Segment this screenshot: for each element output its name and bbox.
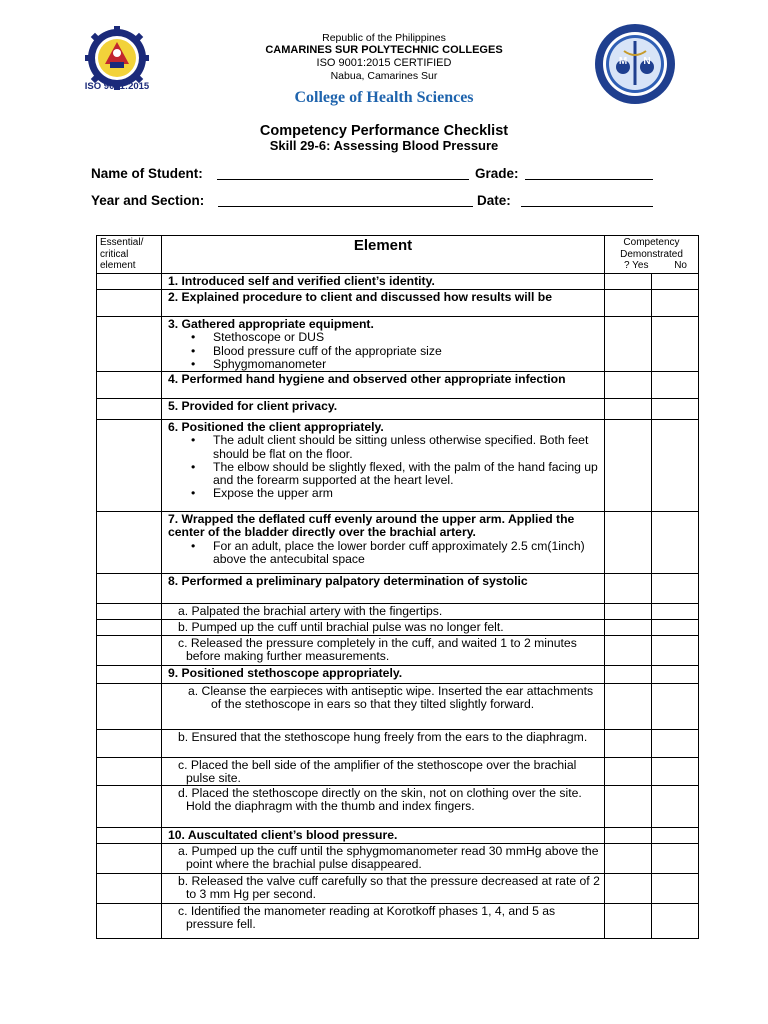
sub-step-text: a. Cleanse the earpieces with antiseptic wipe. Inserted the ear attachments of the stethoscope in ears so that they tilted slightly forward. (188, 684, 594, 712)
no-checkbox-cell[interactable] (652, 874, 699, 904)
critical-element-cell[interactable] (97, 372, 162, 399)
element-cell (162, 274, 605, 290)
yes-checkbox-cell[interactable] (605, 730, 652, 758)
competency-header-line: Demonstrated (620, 248, 683, 260)
step-heading: 5. Provided for client privacy. (168, 399, 338, 413)
critical-element-cell[interactable] (97, 399, 162, 420)
yes-checkbox-cell[interactable] (605, 512, 652, 574)
student-name-label: Name of Student: (91, 166, 203, 181)
bullet-item: • The adult client should be sitting unless otherwise specified. Both feet should be flat on the floor. (213, 434, 600, 461)
no-checkbox-cell[interactable] (652, 317, 699, 372)
element-cell (162, 758, 605, 786)
no-checkbox-cell[interactable] (652, 684, 699, 730)
no-checkbox-cell[interactable] (652, 844, 699, 874)
competency-column-header (605, 236, 699, 274)
republic-line: Republic of the Philippines (322, 32, 446, 44)
element-content (162, 828, 604, 843)
element-cell (162, 620, 605, 636)
bullet-item: • The elbow should be slightly flexed, with the palm of the hand facing up and the forearm supported at the heart level. (213, 461, 600, 488)
checklist-row (97, 684, 699, 730)
element-content (162, 604, 604, 619)
yes-column-label: ? Yes (624, 260, 649, 271)
no-checkbox-cell[interactable] (652, 604, 699, 620)
element-content (162, 758, 604, 785)
step-heading: 4. Performed hand hygiene and observed other appropriate infection (168, 372, 566, 386)
critical-column-header (97, 236, 162, 274)
element-content (162, 874, 604, 903)
sub-step-text: b. Released the valve cuff carefully so that the pressure decreased at rate of 2 to 3 mm Hg per second. (178, 874, 600, 902)
no-checkbox-cell[interactable] (652, 420, 699, 512)
step-heading: 10. Auscultated client’s blood pressure. (168, 828, 398, 842)
critical-element-cell[interactable] (97, 828, 162, 844)
element-cell (162, 604, 605, 620)
sub-step-text: a. Pumped up the cuff until the sphygmomanometer read 30 mmHg above the point where the brachial pulse disappeared. (178, 844, 599, 872)
sub-step-text: a. Palpated the brachial artery with the fingertips. (178, 604, 443, 618)
step-heading: 2. Explained procedure to client and discussed how results will be (168, 290, 553, 304)
bullet-item: • Stethoscope or DUS (213, 331, 600, 344)
element-content (162, 574, 604, 603)
grade-field[interactable] (525, 179, 653, 180)
no-checkbox-cell[interactable] (652, 290, 699, 317)
element-cell (162, 636, 605, 666)
yes-checkbox-cell[interactable] (605, 636, 652, 666)
skill-subtitle: Skill 29-6: Assessing Blood Pressure (269, 138, 499, 153)
critical-element-cell[interactable] (97, 684, 162, 730)
element-content (162, 512, 604, 573)
seal-letter-m: M (618, 56, 628, 67)
element-content (162, 786, 604, 827)
step-heading: 8. Performed a preliminary palpatory determination of systolic (168, 574, 528, 588)
date-field[interactable] (521, 206, 653, 207)
no-checkbox-cell[interactable] (652, 758, 699, 786)
critical-element-cell[interactable] (97, 730, 162, 758)
no-column-label: No (674, 260, 687, 271)
critical-element-cell[interactable] (97, 604, 162, 620)
school-name: CAMARINES SUR POLYTECHNIC COLLEGES (265, 44, 503, 56)
bullet-list (168, 434, 600, 500)
bullet-item: • Sphygmomanometer (213, 358, 600, 371)
checklist-row (97, 399, 699, 420)
no-checkbox-cell[interactable] (652, 730, 699, 758)
element-cell (162, 666, 605, 684)
date-label: Date: (477, 193, 511, 208)
checklist-row (97, 604, 699, 620)
critical-element-cell[interactable] (97, 420, 162, 512)
element-column-header (162, 236, 605, 274)
critical-element-cell[interactable] (97, 512, 162, 574)
year-section-field[interactable] (218, 206, 473, 207)
no-checkbox-cell[interactable] (652, 274, 699, 290)
yes-checkbox-cell[interactable] (605, 620, 652, 636)
no-checkbox-cell[interactable] (652, 399, 699, 420)
yes-checkbox-cell[interactable] (605, 420, 652, 512)
critical-header-line: Essential/ (100, 237, 144, 248)
sub-step-text: b. Pumped up the cuff until brachial pulse was no longer felt. (178, 620, 504, 634)
critical-element-cell[interactable] (97, 758, 162, 786)
critical-element-cell[interactable] (97, 620, 162, 636)
no-checkbox-cell[interactable] (652, 574, 699, 604)
yes-checkbox-cell[interactable] (605, 372, 652, 399)
critical-element-cell[interactable] (97, 636, 162, 666)
bullet-item: • Blood pressure cuff of the appropriate size (213, 345, 600, 358)
yes-checkbox-cell[interactable] (605, 904, 652, 939)
step-heading: 1. Introduced self and verified client’s identity. (168, 274, 435, 288)
checklist-row (97, 574, 699, 604)
yes-checkbox-cell[interactable] (605, 317, 652, 372)
element-cell (162, 684, 605, 730)
yes-checkbox-cell[interactable] (605, 828, 652, 844)
element-cell (162, 828, 605, 844)
yes-checkbox-cell[interactable] (605, 274, 652, 290)
student-name-field[interactable] (217, 179, 469, 180)
critical-header-line: critical (100, 248, 129, 260)
critical-element-cell[interactable] (97, 274, 162, 290)
yes-checkbox-cell[interactable] (605, 684, 652, 730)
element-content (162, 317, 604, 371)
sub-step-text: c. Released the pressure completely in the cuff, and waited 1 to 2 minutes before making further measurements. (178, 636, 577, 664)
checklist-table (96, 235, 699, 939)
critical-element-cell[interactable] (97, 844, 162, 874)
no-checkbox-cell[interactable] (652, 828, 699, 844)
checklist-row (97, 620, 699, 636)
no-checkbox-cell[interactable] (652, 786, 699, 828)
iso-certified: ISO 9001:2015 CERTIFIED (316, 57, 452, 69)
element-cell (162, 844, 605, 874)
sub-step-text: d. Placed the stethoscope directly on the skin, not on clothing over the site. Hold the diaphragm with the thumb and index fingers. (178, 786, 582, 814)
competency-header-line: Competency (623, 237, 680, 248)
element-cell (162, 420, 605, 512)
element-cell (162, 786, 605, 828)
school-address: Nabua, Camarines Sur (330, 70, 438, 82)
checklist-row (97, 636, 699, 666)
iso-caption: ISO 9001:2015 (84, 81, 150, 92)
element-cell (162, 290, 605, 317)
checklist-row (97, 274, 699, 290)
table-header-row (97, 236, 699, 274)
element-content (162, 844, 604, 873)
no-checkbox-cell[interactable] (652, 904, 699, 939)
year-section-label: Year and Section: (91, 193, 205, 208)
element-cell (162, 317, 605, 372)
no-checkbox-cell[interactable] (652, 372, 699, 399)
element-cell (162, 399, 605, 420)
seal-letter-n: N (643, 56, 651, 67)
sub-step-text: c. Placed the bell side of the amplifier of the stethoscope over the brachial pulse site. (178, 758, 577, 785)
element-content (162, 666, 604, 683)
yes-no-header (607, 260, 696, 272)
checklist-row (97, 844, 699, 874)
element-cell (162, 904, 605, 939)
step-heading: 3. Gathered appropriate equipment. (168, 317, 374, 331)
checklist-row (97, 904, 699, 939)
element-content (162, 904, 604, 938)
document-title: Competency Performance Checklist (259, 123, 509, 139)
element-content (162, 274, 604, 289)
element-cell (162, 512, 605, 574)
checklist-row (97, 666, 699, 684)
checklist-row (97, 290, 699, 317)
element-content (162, 290, 604, 316)
element-cell (162, 574, 605, 604)
checklist-row (97, 730, 699, 758)
no-checkbox-cell[interactable] (652, 636, 699, 666)
critical-element-cell[interactable] (97, 290, 162, 317)
step-heading: 7. Wrapped the deflated cuff evenly around the upper arm. Applied the center of the bladder directly over the brachial artery. (168, 512, 575, 540)
critical-element-cell[interactable] (97, 574, 162, 604)
step-heading: 6. Positioned the client appropriately. (168, 420, 384, 434)
checklist-row (97, 420, 699, 512)
critical-element-cell[interactable] (97, 666, 162, 684)
critical-header-line: element (100, 260, 136, 271)
critical-element-cell[interactable] (97, 317, 162, 372)
element-content (162, 420, 604, 511)
element-content (162, 372, 604, 398)
bullet-list (168, 540, 600, 567)
checklist-row (97, 786, 699, 828)
element-content (162, 636, 604, 665)
yes-checkbox-cell[interactable] (605, 758, 652, 786)
no-checkbox-cell[interactable] (652, 620, 699, 636)
sub-step-text: c. Identified the manometer reading at Korotkoff phases 1, 4, and 5 as pressure fell. (178, 904, 556, 932)
yes-checkbox-cell[interactable] (605, 399, 652, 420)
checklist-row (97, 317, 699, 372)
element-content (162, 399, 604, 419)
element-header-label: Element (353, 237, 413, 254)
no-checkbox-cell[interactable] (652, 512, 699, 574)
checklist-row (97, 758, 699, 786)
element-content (162, 620, 604, 635)
checklist-row (97, 372, 699, 399)
critical-element-cell[interactable] (97, 904, 162, 939)
element-cell (162, 730, 605, 758)
yes-checkbox-cell[interactable] (605, 604, 652, 620)
element-cell (162, 874, 605, 904)
checklist-row (97, 874, 699, 904)
yes-checkbox-cell[interactable] (605, 786, 652, 828)
bullet-item: • For an adult, place the lower border cuff approximately 2.5 cm(1inch) above the antecubital space (213, 540, 600, 567)
critical-element-cell[interactable] (97, 874, 162, 904)
grade-label: Grade: (475, 166, 519, 181)
yes-checkbox-cell[interactable] (605, 874, 652, 904)
bullet-list (168, 331, 600, 371)
yes-checkbox-cell[interactable] (605, 844, 652, 874)
bullet-item: • Expose the upper arm (213, 487, 600, 500)
element-content (162, 684, 604, 729)
no-checkbox-cell[interactable] (652, 666, 699, 684)
critical-element-cell[interactable] (97, 786, 162, 828)
element-content (162, 730, 604, 757)
sub-step-text: b. Ensured that the stethoscope hung freely from the ears to the diaphragm. (178, 730, 588, 744)
checklist-row (97, 828, 699, 844)
checklist-row (97, 512, 699, 574)
element-cell (162, 372, 605, 399)
step-heading: 9. Positioned stethoscope appropriately. (168, 666, 403, 680)
college-name: College of Health Sciences (294, 89, 474, 106)
yes-checkbox-cell[interactable] (605, 666, 652, 684)
yes-checkbox-cell[interactable] (605, 574, 652, 604)
yes-checkbox-cell[interactable] (605, 290, 652, 317)
